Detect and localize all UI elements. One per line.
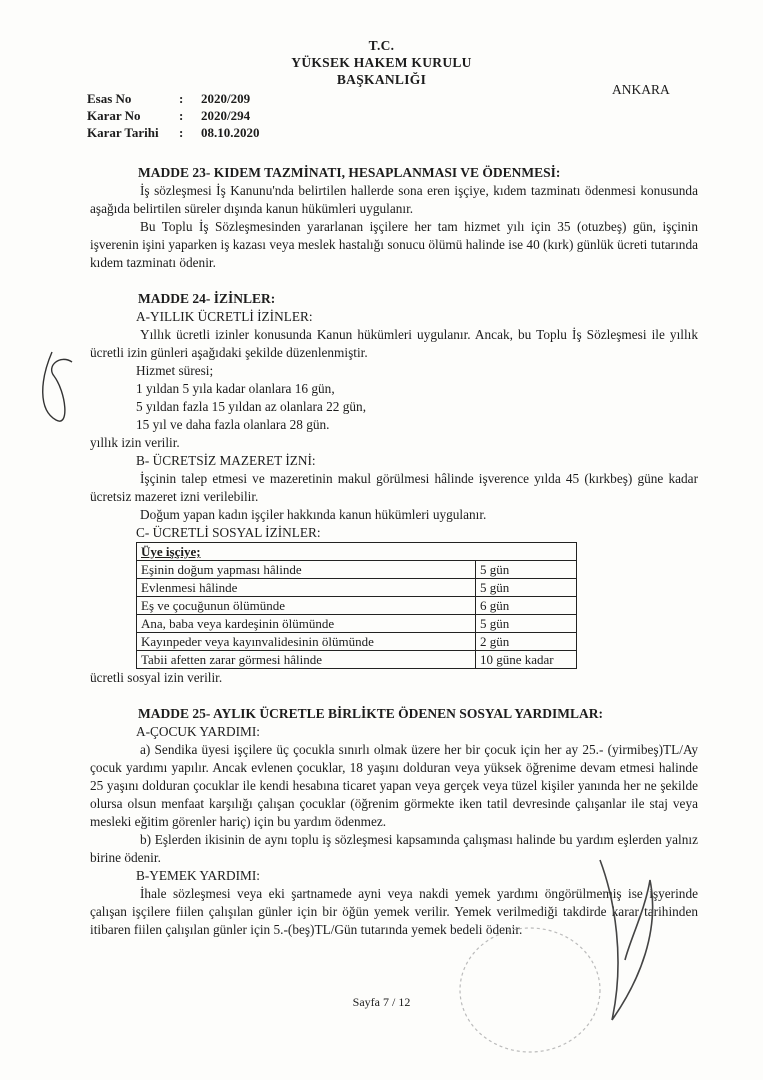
faint-stamp <box>460 928 600 1052</box>
article-24-title: MADDE 24- İZİNLER: <box>138 291 276 306</box>
table-row <box>137 651 577 669</box>
service-tier-1: 1 yıldan 5 yıla kadar olanlara 16 gün, <box>136 381 335 396</box>
social-leave-table <box>136 542 577 669</box>
table-header: Üye işçiye; <box>137 543 577 561</box>
header-institution: YÜKSEK HAKEM KURULU <box>291 55 472 70</box>
leave-reason: Tabii afetten zarar görmesi hâlinde <box>137 651 476 669</box>
table-header-row <box>137 543 577 561</box>
article-23-paragraph-1: İş sözleşmesi İş Kanunu'nda belirtilen hallerde sona eren işçiye, kıdem tazminatı ödenmesi konusunda aşağıda belirtilen süreler dışında kanun hükümleri uygulanır. <box>90 183 698 216</box>
child-aid-title: A-ÇOCUK YARDIMI: <box>136 724 260 739</box>
table-row <box>137 597 577 615</box>
table-row <box>137 633 577 651</box>
leave-days: 10 güne kadar <box>476 651 577 669</box>
service-tier-2: 5 yıldan fazla 15 yıldan az olanlara 22 gün, <box>136 399 367 414</box>
leave-days: 6 gün <box>476 597 577 615</box>
karar-value: 2020/294 <box>201 108 251 123</box>
leave-reason: Evlenmesi hâlinde <box>137 579 476 597</box>
section-b-title: B- ÜCRETSİZ MAZERET İZNİ: <box>136 453 316 468</box>
meal-aid-paragraph: İhale sözleşmesi veya eki şartnamede ayni veya nakdi yemek yardımı öngörülmemiş ise işyerinde çalışan işçilere fiilen çalışılan günler için bir öğün yemek verilir. Yemek verilmediği takdirde karar tarihinden itibaren fiilen çalışılan günler için 5.-(beş)TL/Gün tutarında yemek bedeli ödenir. <box>90 886 698 937</box>
leave-reason: Ana, baba veya kardeşinin ölümünde <box>137 615 476 633</box>
leave-days: 5 gün <box>476 579 577 597</box>
section-b-paragraph-1: İşçinin talep etmesi ve mazeretinin makul görülmesi hâlinde işverence yılda 45 (kırkbeş) güne kadar ücretsiz mazeret izni verilebilir. <box>90 471 698 504</box>
service-period-label: Hizmet süresi; <box>136 363 214 378</box>
child-aid-paragraph-a: a) Sendika üyesi işçilere üç çocukla sınırlı olmak üzere her bir çocuk için her ay 25.- (yirmibeş)TL/Ay çocuk yardımı yapılır. Ancak evlenen çocuklar, 18 yaşını dolduran veya yüksek öğrenime devam etmesi halinde 25 yaşını dolduran çocuklar ile kendi hesabına ticaret yapan veya gerçek veya tüzel kişiler yanında her ne şekilde olursa olsun menfaat karşılığı çalışan çocuklar (öğrenim görmekte iken tatil devresinde çalışanlar ile staj veya mesleki eğitim görenler hariç) için bu yardım ödenmez. <box>90 742 698 829</box>
colon: : <box>179 108 184 123</box>
tarih-label: Karar Tarihi <box>87 125 159 140</box>
child-aid-paragraph-b: b) Eşlerden ikisinin de aynı toplu iş sözleşmesi kapsamında çalışması halinde bu yardım eşlerden yalnız birine ödenir. <box>90 832 698 865</box>
initial-signature <box>43 352 72 421</box>
header-tc: T.C. <box>368 38 395 53</box>
meal-aid-title: B-YEMEK YARDIMI: <box>136 868 260 883</box>
colon: : <box>179 125 184 140</box>
leave-reason: Eş ve çocuğunun ölümünde <box>137 597 476 615</box>
leave-days: 5 gün <box>476 561 577 579</box>
leave-days: 5 gün <box>476 615 577 633</box>
section-a-title: A-YILLIK ÜCRETLİ İZİNLER: <box>136 309 313 324</box>
karar-row <box>87 107 260 124</box>
service-tier-3: 15 yıl ve daha fazla olanlara 28 gün. <box>136 417 330 432</box>
leave-reason: Kayınpeder veya kayınvalidesinin ölümünde <box>137 633 476 651</box>
city-label: ANKARA <box>612 82 670 97</box>
leave-days: 2 gün <box>476 633 577 651</box>
article-25-title: MADDE 25- AYLIK ÜCRETLE BİRLİKTE ÖDENEN SOSYAL YARDIMLAR: <box>138 706 603 721</box>
esas-value: 2020/209 <box>201 91 251 106</box>
tarih-row <box>87 124 260 141</box>
header-presidency: BAŞKANLIĞI <box>336 72 427 87</box>
tarih-value: 08.10.2020 <box>201 125 260 140</box>
section-a-paragraph: Yıllık ücretli izinler konusunda Kanun hükümleri uygulanır. Ancak, bu Toplu İş Sözleşmesi ile yıllık ücretli izin günleri aşağıdaki şekilde düzenlenmiştir. <box>90 327 698 360</box>
section-b-paragraph-2: Doğum yapan kadın işçiler hakkında kanun hükümleri uygulanır. <box>140 507 487 522</box>
karar-label: Karar No <box>87 108 141 123</box>
section-c-end: ücretli sosyal izin verilir. <box>90 670 223 685</box>
table-row <box>137 561 577 579</box>
leave-reason: Eşinin doğum yapması hâlinde <box>137 561 476 579</box>
case-meta <box>87 90 260 141</box>
table-row <box>137 615 577 633</box>
page-number: Sayfa 7 / 12 <box>352 995 411 1009</box>
esas-label: Esas No <box>87 91 132 106</box>
esas-row <box>87 90 260 107</box>
colon: : <box>179 91 184 106</box>
section-a-end: yıllık izin verilir. <box>90 435 180 450</box>
document-body <box>90 160 698 939</box>
article-23-paragraph-2: Bu Toplu İş Sözleşmesinden yararlanan işçilere her tam hizmet yılı için 35 (otuzbeş) gün, işçinin işverenin işini yaparken iş kazası veya meslek hastalığı sonucu ölümü halinde ise 40 (kırk) günlük ücreti tutarında kıdem tazminatı ödenir. <box>90 219 698 270</box>
article-23-title: MADDE 23- KIDEM TAZMİNATI, HESAPLANMASI VE ÖDENMESİ: <box>138 165 561 180</box>
table-row <box>137 579 577 597</box>
section-c-title: C- ÜCRETLİ SOSYAL İZİNLER: <box>136 525 321 540</box>
